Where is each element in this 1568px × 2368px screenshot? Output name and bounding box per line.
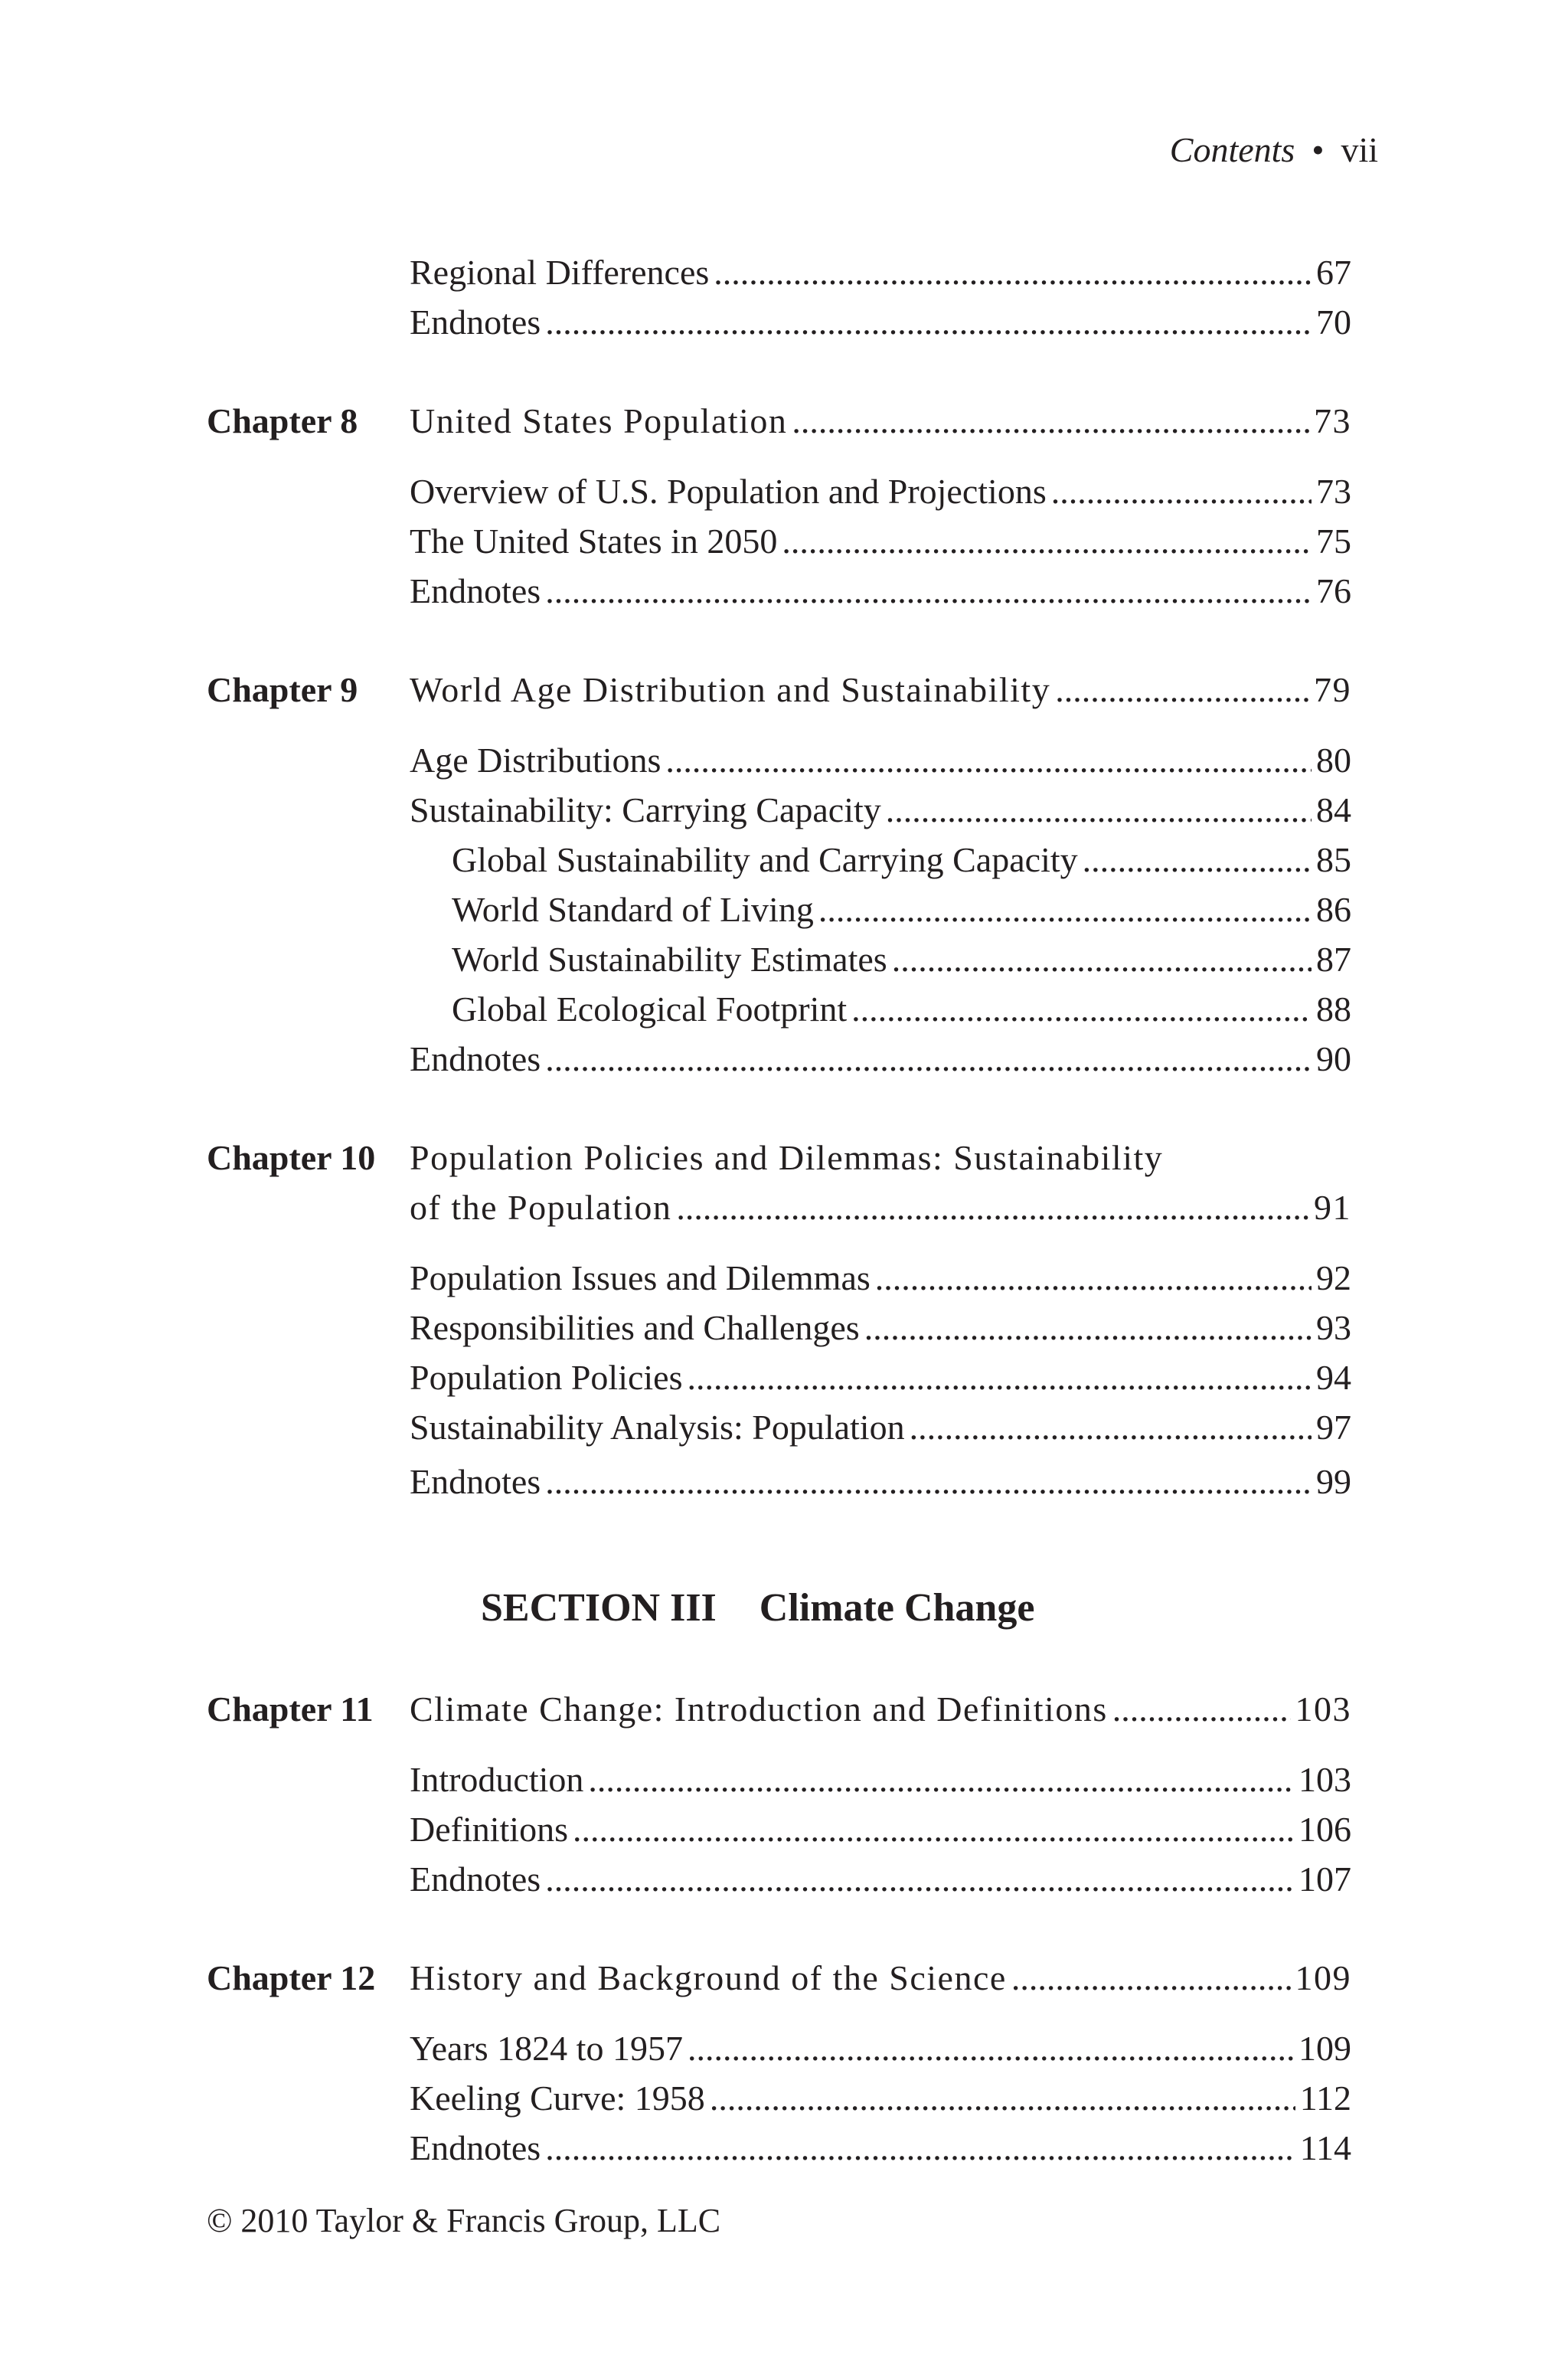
toc-entry[interactable] <box>410 738 1351 783</box>
chapter-page: 73 <box>1314 401 1351 440</box>
toc-entry[interactable] <box>410 1305 1351 1351</box>
toc-entry-page: 87 <box>1316 940 1351 979</box>
dot-leader <box>588 1757 1294 1803</box>
chapter-entry[interactable] <box>410 398 1351 444</box>
toc-entry-title: Sustainability Analysis: Population <box>410 1408 905 1447</box>
toc-entry[interactable] <box>410 1807 1351 1853</box>
toc-entry[interactable] <box>410 2075 1351 2121</box>
toc-entry-title: Responsibilities and Challenges <box>410 1308 860 1347</box>
toc-entry-title: Population Issues and Dilemmas <box>410 1258 871 1297</box>
toc-entry[interactable] <box>410 2125 1351 2171</box>
toc-entry-page: 94 <box>1316 1358 1351 1397</box>
chapter-page: 79 <box>1314 670 1351 709</box>
dot-leader <box>545 1856 1294 1902</box>
toc-entry-title: Age Distributions <box>410 741 662 780</box>
dot-leader <box>1051 469 1312 515</box>
toc-entry-page: 67 <box>1316 253 1351 292</box>
toc-entry[interactable] <box>410 1355 1351 1401</box>
toc-entry[interactable] <box>410 1405 1351 1451</box>
header-bullet: • <box>1312 130 1325 169</box>
toc-entry[interactable] <box>410 787 1351 833</box>
toc-entry-page: 103 <box>1298 1760 1351 1799</box>
toc-entry-page: 80 <box>1316 741 1351 780</box>
chapter-label: Chapter 8 <box>207 401 358 440</box>
toc-entry-page: 106 <box>1298 1810 1351 1849</box>
dot-leader <box>851 986 1312 1032</box>
chapter-title: United States Population <box>410 401 788 440</box>
chapter-entry[interactable] <box>410 1955 1351 2001</box>
toc-entry-page: 84 <box>1316 790 1351 829</box>
dot-leader <box>875 1255 1312 1301</box>
toc-entry-page: 86 <box>1316 890 1351 929</box>
chapter-entry[interactable] <box>410 667 1351 713</box>
toc-entry-title: Endnotes <box>410 571 541 610</box>
toc-entry-page: 112 <box>1299 2079 1351 2118</box>
chapter-title-line1[interactable]: Population Policies and Dilemmas: Sustainability <box>410 1138 1164 1177</box>
dot-leader <box>1055 667 1309 713</box>
dot-leader <box>818 887 1312 933</box>
dot-leader <box>573 1807 1294 1853</box>
toc-entry-title: Regional Differences <box>410 253 710 292</box>
chapter-page: 109 <box>1295 1958 1351 1997</box>
toc-entry[interactable] <box>410 1856 1351 1902</box>
toc-entry-title: World Standard of Living <box>452 890 814 929</box>
toc-entry[interactable] <box>410 299 1351 345</box>
chapter-entry[interactable] <box>410 1686 1351 1732</box>
dot-leader <box>782 518 1312 564</box>
toc-subentry[interactable] <box>452 986 1351 1032</box>
copyright-footer: © 2010 Taylor & Francis Group, LLC <box>207 2202 721 2239</box>
dot-leader <box>714 250 1312 296</box>
toc-entry[interactable] <box>410 2026 1351 2072</box>
toc-entry-title: Overview of U.S. Population and Projections <box>410 472 1047 511</box>
dot-leader <box>665 738 1312 783</box>
section-label: SECTION III <box>481 1586 717 1630</box>
chapter-entry[interactable] <box>410 1185 1351 1231</box>
toc-entry-page: 90 <box>1316 1039 1351 1078</box>
toc-entry-title: Endnotes <box>410 1039 541 1078</box>
toc-entry[interactable] <box>410 568 1351 614</box>
toc-entry-title: Sustainability: Carrying Capacity <box>410 790 881 829</box>
chapter-page: 91 <box>1314 1188 1351 1227</box>
toc-entry[interactable] <box>410 1255 1351 1301</box>
dot-leader <box>1083 837 1312 883</box>
dot-leader <box>545 568 1312 614</box>
dot-leader <box>688 1355 1312 1401</box>
dot-leader <box>710 2075 1295 2121</box>
header-title: Contents <box>1169 130 1295 169</box>
toc-entry-page: 97 <box>1316 1408 1351 1447</box>
dot-leader <box>1112 1686 1291 1732</box>
dot-leader <box>910 1405 1312 1451</box>
toc-entry[interactable] <box>410 469 1351 515</box>
chapter-title: History and Background of the Science <box>410 1958 1007 1997</box>
toc-entry-page: 114 <box>1299 2128 1351 2167</box>
chapter-title: World Age Distribution and Sustainability <box>410 670 1051 709</box>
toc-entry[interactable] <box>410 1757 1351 1803</box>
dot-leader <box>545 1036 1312 1082</box>
toc-entry[interactable] <box>410 1459 1351 1505</box>
toc-entry-title: Years 1824 to 1957 <box>410 2029 683 2068</box>
toc-entry-title: Population Policies <box>410 1358 683 1397</box>
section-title: Climate Change <box>759 1586 1035 1630</box>
toc-entry-page: 107 <box>1298 1859 1351 1899</box>
dot-leader <box>545 1459 1312 1505</box>
toc-entry-title: The United States in 2050 <box>410 522 778 561</box>
toc-entry-title: Global Sustainability and Carrying Capacity <box>452 840 1078 879</box>
chapter-label: Chapter 12 <box>207 1958 376 1997</box>
dot-leader <box>886 787 1312 833</box>
section-heading <box>481 1584 1034 1633</box>
toc-entry-title: Endnotes <box>410 1859 541 1899</box>
chapter-label: Chapter 10 <box>207 1138 376 1177</box>
dot-leader <box>676 1185 1309 1231</box>
dot-leader <box>545 299 1312 345</box>
toc-entry-title: Endnotes <box>410 1462 541 1501</box>
toc-subentry[interactable] <box>452 887 1351 933</box>
chapter-title: Climate Change: Introduction and Definitions <box>410 1689 1108 1729</box>
toc-entry-page: 92 <box>1316 1258 1351 1297</box>
toc-subentry[interactable] <box>452 837 1351 883</box>
toc-entry-page: 70 <box>1316 303 1351 342</box>
toc-entry-page: 99 <box>1316 1462 1351 1501</box>
dot-leader <box>545 2125 1295 2171</box>
toc-entry-page: 75 <box>1316 522 1351 561</box>
toc-entry-title: Introduction <box>410 1760 584 1799</box>
toc-entry-title: Endnotes <box>410 303 541 342</box>
toc-entry-title: Keeling Curve: 1958 <box>410 2079 705 2118</box>
toc-entry-page: 93 <box>1316 1308 1351 1347</box>
toc-entry-title: Endnotes <box>410 2128 541 2167</box>
toc-entry[interactable] <box>410 518 1351 564</box>
dot-leader <box>864 1305 1312 1351</box>
toc-entry-title: Global Ecological Footprint <box>452 989 848 1029</box>
toc-entry[interactable] <box>410 250 1351 296</box>
header-page-number: vii <box>1341 130 1378 169</box>
dot-leader <box>688 2026 1294 2072</box>
chapter-page: 103 <box>1295 1689 1351 1729</box>
dot-leader <box>792 398 1309 444</box>
toc-entry-page: 88 <box>1316 989 1351 1029</box>
dot-leader <box>1011 1955 1291 2001</box>
toc-entry-page: 73 <box>1316 472 1351 511</box>
toc-entry-page: 109 <box>1298 2029 1351 2068</box>
toc-entry-title: World Sustainability Estimates <box>452 940 887 979</box>
toc-entry-page: 85 <box>1316 840 1351 879</box>
chapter-label: Chapter 11 <box>207 1689 374 1729</box>
toc-subentry[interactable] <box>452 937 1351 983</box>
toc-entry-page: 76 <box>1316 571 1351 610</box>
toc-entry[interactable] <box>410 1036 1351 1082</box>
chapter-label: Chapter 9 <box>207 670 358 709</box>
chapter-title: of the Population <box>410 1188 672 1227</box>
toc-entry-title: Definitions <box>410 1810 568 1849</box>
running-header <box>1170 129 1378 172</box>
dot-leader <box>892 937 1312 983</box>
